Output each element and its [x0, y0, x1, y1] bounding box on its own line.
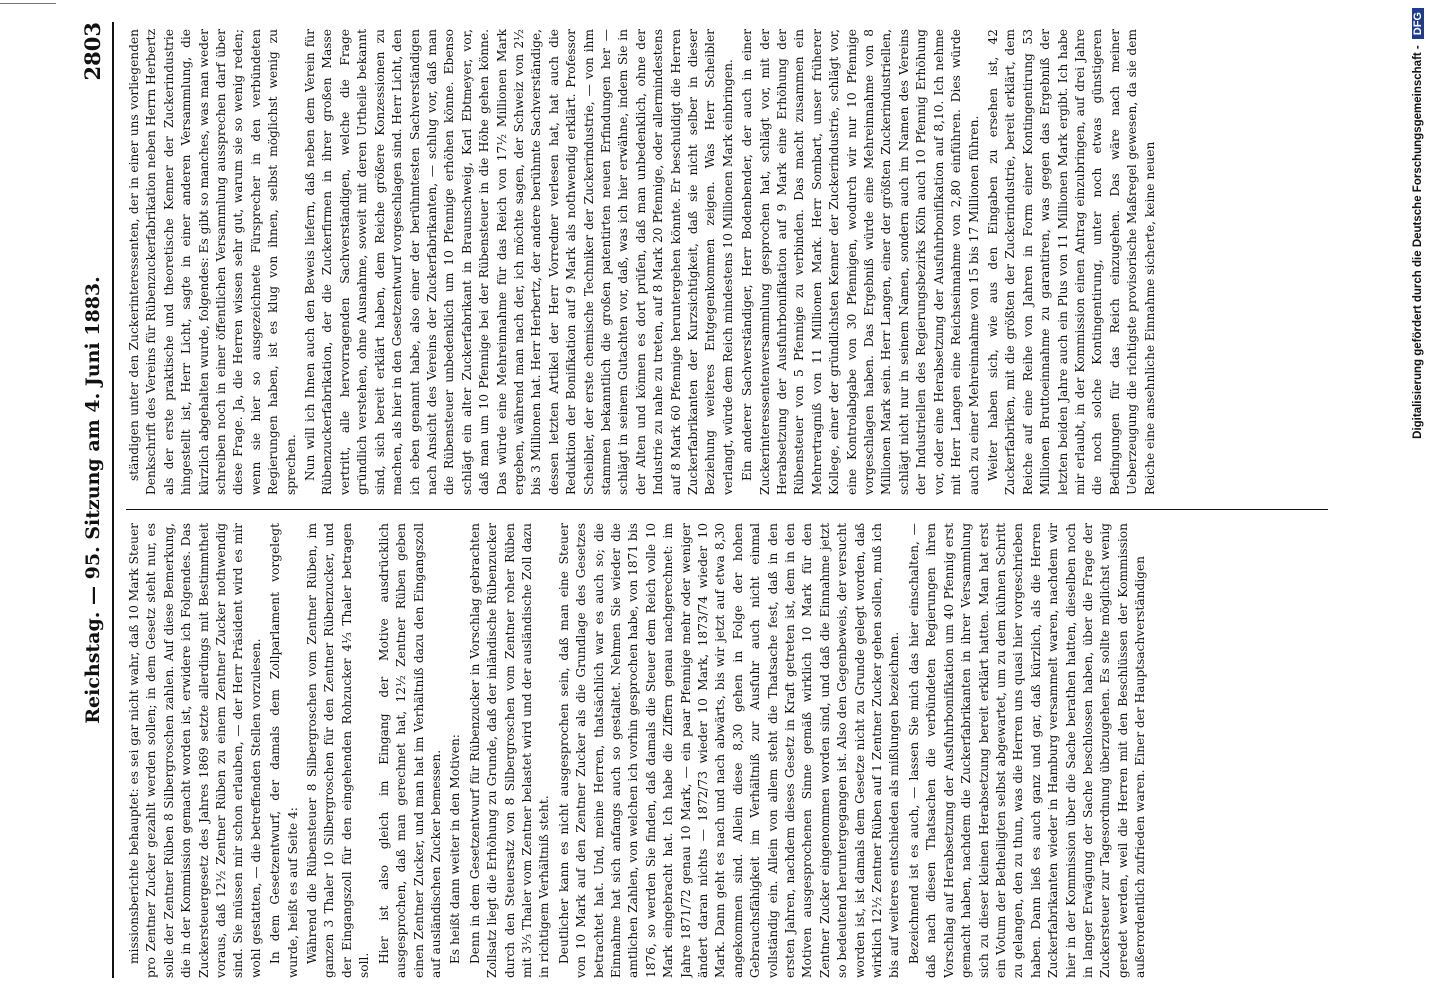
digitization-credit: [1412, 8, 1428, 1003]
dfg-logo: DFG: [1412, 8, 1424, 39]
rotated-page: [56, 0, 1346, 1000]
running-head: Reichstag. — 95. Sitzung am 4. Juni 1883.: [82, 276, 104, 724]
page-number: 2803: [80, 22, 105, 81]
paragraph: Bezeichnend ist es auch, — lassen Sie mich das hier einschalten, — daß nach diesen Thatsachen die verbündeten Regierungen ihren Vorschlag auf Herabsetzung der Ausfuhrbonifikation um 40 Pfennig erst gemacht haben, nachdem die Zuckerfabrikanten in ihrer Versammlung sich zu dieser kleinen Herabsetzung bereit erklärt hatten. Man hat erst ein Votum der Betheiligten selbst abgewartet, um zu dem kühnen Schritt zu gelangen, den zu thun, was die Herren uns quasi hier vorgeschrieben haben. Dann ließ es auch ganz und gar, daß kürzlich, als die Herren Zuckerfabrikanten wieder in Hamburg versammelt waren, nachdem wir hier in der Kommission über die Sache berathen hatten, dieselben noch in langer Erwägung der Sache beschlossen haben, über die Frage der Zuckersteuer zur Tagesordnung überzugehen. Es sollte möglichst wenig geredet werden, weil die Herren mit den Beschlüssen der Kommission außerordentlich zufrieden waren. Einer der Hauptsachverständigen: [906, 523, 1148, 978]
paragraph: ständigen unter den Zuckerinteressenten, der in einer uns vorliegenden Denkschrift des Vereins für Rübenzuckerfabrikation neben Herrn Herbertz als der erste praktische und theoretische Kenner der Zuckerindustrie hingestellt ist, Herr Licht, sagte in einer anderen Versammlung, die kürzlich abgehalten wurde, folgendes: Es gibt so manches, was man weder schreiben noch in einer öffentlichen Versammlung aussprechen darf über diese Frage. Ja, die Herren wissen sehr gut, warum sie so wenig reden; wenn sie hier so ausgezeichnete Fürsprecher in den verbündeten Regierungen haben, ist es klug von ihnen, selbst möglichst wenig zu sprechen.: [127, 29, 298, 495]
paragraph: missionsberichte behauptet: es sei gar nicht wahr, daß 10 Mark Steuer pro Zentner Zucker gezahlt werden sollen; in dem Gesetz steht nur, es solle der Zentner Rüben 8 Silbergroschen zahlen. Auf diese Bemerkung, die in der Kommission gemacht worden ist, erwidere ich Folgendes. Das Zuckersteuergesetz des Jahres 1869 setzte allerdings mit Bestimmtheit voraus, daß 12½ Zentner Rüben zu einem Zentner Zucker nothwendig sind. Sie müssen mir schon erlauben, — der Herr Präsident wird es mir wohl gestatten, — die betreffenden Stellen vorzulesen.: [127, 523, 263, 978]
right-column: [126, 29, 1328, 495]
paragraph: Nun will ich Ihnen auch den Beweis liefern, daß neben dem Verein für Rübenzuckerfabrikation, der die Zuckerfirmen in ihrer großen Masse vertritt, alle hervorragenden Sachverständigen, welche die Frage gründlich verstehen, ohne Ausnahme, soweit mit deren Urtheile bekannt sind, sich bereit erklärt haben, dem Reiche größere Konzessionen zu machen, als hier in den Gesetzentwurf vorgeschlagen sind. Herr Licht, den ich eben genannt habe, also einer der berühmtesten Sachverständigen nach Ansicht des Vereins der Zuckerfabrikanten, — schlug vor, daß man die Rübensteuer unbedenklich um 10 Pfennige erhöhen könne. Ebenso schlägt ein alter Zuckerfabrikant in Braunschweig, Karl Ebtmeyer, vor, daß man um 10 Pfennige bei der Rübensteuer in die Höhe gehen könne. Das würde eine Mehreinnahme für das Reich von 17½ Millionen Mark ergeben, während man nach der, ich möchte sagen, der Schweiz von 2½ bis 3 Millionen hat. Herr Herbertz, der andere berühmte Sachverständige, dessen letzten Artikel der Herr Vorredner verlesen hat, hat auch die Reduktion der Bonifikation auf 9 Mark als nothwendig erklärt. Professor Scheibler, der erste chemische Techniker der Zuckerindustrie, — von ihm stammen bekanntlich die großen patentirten neuen Erfindungen her — schlägt in seinem Gutachten vor, daß, was ich hier erwähne, indem Sie in der Alten und können es dort prüfen, daß man unbedenklich, ohne der Industrie zu nahe zu treten, auf 8 Mark 20 Pfennige, oder allermindestens auf 8 Mark 60 Pfennige heruntergehen könnte. Er beschuldigt die Herren Zuckerfabrikanten der Kurzsichtigkeit, daß sie nicht selber in dieser Beziehung weiteres Entgegenkommen zeigen. Was Herr Scheibler verlangt, würde dem Reich mindestens 10 Millionen Mark einbringen.: [303, 29, 735, 495]
paragraph: Hier ist also gleich im Eingang der Motive ausdrücklich ausgesprochen, daß man gerechnet hat, 12½ Zentner Rüben geben einen Zentner Zucker, und man hat im Verhältniß dazu den Eingangszoll auf ausländischen Zucker bemessen.: [376, 523, 443, 978]
page-header: [76, 22, 114, 978]
left-column: [126, 523, 1328, 978]
column-divider: [126, 509, 1328, 510]
paragraph: Es heißt dann weiter in den Motiven:: [448, 734, 463, 964]
paragraph: Weiter haben sich, wie aus den Eingaben zu ersehen ist, 42 Zuckerfabriken, mit die größten der Zuckerindustrie, bereit erklärt, dem Reiche auf eine Reihe von Jahren in Form einer Kontingentirung 53 Millionen Bruttoeinnahme zu garantiren, was gegen das Ergebniß der letzten beiden Jahre auch ein Plus von 11 Millionen Mark ergibt. Ich habe mir erlaubt, in der Kommission einen Antrag einzubringen, auf drei Jahre die noch solche Kontingentirung, unter noch etwas günstigeren Bedingungen für das Reich einzugehen. Das wäre nach meiner Ueberzeugung die richtigste provisorische Maßregel gewesen, da sie dem Reiche eine ansehnliche Einnahme sicherte, keine neuen: [985, 29, 1157, 495]
paragraph: Während die Rübensteuer 8 Silbergroschen vom Zentner Rüben, im ganzen 3 Thaler 10 Silbergroschen für den Zentner Rübenzucker, und der Eingangszoll für den eingehenden Rohzucker 4⅓ Thaler betragen soll.: [305, 523, 372, 978]
paragraph: In dem Gesetzentwurf, der damals dem Zollparlament vorgelegt wurde, heißt es auf Seite 4:: [268, 523, 300, 978]
paragraph: Deutlicher kann es nicht ausgesprochen sein, daß man eine Steuer von 10 Mark auf den Zentner Zucker als die Grundlage des Gesetzes betrachtet hat. Und, meine Herren, thatsächlich war es auch so; die Einnahme hat sich anfangs auch so gestaltet. Nehmen Sie wieder die amtlichen Zahlen, von welchen ich vorhin gesprochen habe, von 1871 bis 1876, so werden Sie finden, daß damals die Steuer dem Reich volle 10 Mark eingebracht hat. Ich habe die Ziffern genau nachgerechnet: im Jahre 1871/72 genau 10 Mark, — ein paar Pfennige mehr oder weniger ändert daran nichts — 1872/73 wieder 10 Mark, 1873/74 wieder 10 Mark. Dann geht es nach und nach abwärts, bis wir jetzt auf etwa 8,30 angekommen sind. Allein diese 8,30 gehen in Folge der hohen Gebrauchsfähigkeit im Verhältniß zur Ausfuhr auch nicht einmal vollständig ein. Allein von allem steht die Thatsache fest, daß in den ersten Jahren, nachdem dieses Gesetz in Kraft getreten ist, dem in den Motiven ausgesprochenen Sinne gemäß wirklich 10 Mark für den Zentner Zucker eingenommen worden sind, und daß die Einnahme jetzt so bedeutend heruntergegangen ist. Also den Gegenbeweis, der versucht worden ist, ist damals dem Gesetze nicht zu Grunde gelegt worden, daß wirklich 12½ Zentner Rüben auf 1 Zentner Zucker gehen sollen, muß ich bis auf weiteres entschieden als mißlungen bezeichnen.: [556, 523, 902, 978]
credit-text: Digitalisierung gefördert durch die Deutsche Forschungsgemeinschaft -: [1412, 45, 1424, 439]
paragraph: Denn in dem Gesetzentwurf für Rübenzucker in Vorschlag gebrachten Zollsatz liegt die Erhöhung zu Grunde, daß der inländische Rübenzucker durch den Steuersatz von 8 Silbergroschen vom Zentner roher Rüben mit 3⅓ Thaler vom Zentner belastet wird und der ausländische Zoll dazu in richtigem Verhältniß steht.: [467, 523, 552, 978]
paragraph: Ein anderer Sachverständiger, Herr Bodenbender, der auch in einer Zuckerinteressentenversammlung gesprochen hat, schlägt vor, mit der Herabsetzung der Ausfuhrbonifikation auf 9 Mark eine Erhöhung der Rübensteuer von 5 Pfennige zu verbinden. Das macht zusammen ein Mehrertragniß von 11 Millionen Mark. Herr Sombart, unser früherer Kollege, einer der gründlichsten Kenner der Zuckerindustrie, schlägt vor, eine Kontrolabgabe von 30 Pfennigen, wodurch wir nur 10 Pfennige vorgeschlagen haben. Das Ergebniß würde eine Mehreinnahme von 8 Millionen Mark sein. Herr Langen, einer der größten Zuckerindustriellen, schlägt nicht nur in seinem Namen, sondern auch im Namen des Vereins der Industriellen des Regierungsbezirks Köln auch 10 Pfennig Erhöhung vor, oder eine Herabsetzung der Ausfuhrbonifikation auf 8,10. Ich nehme mit Herr Langen eine Reichseinnahme von 2,80 einführen. Dies würde auch zu einer Mehreinnahme von 15 bis 17 Millionen führen.: [740, 29, 981, 495]
